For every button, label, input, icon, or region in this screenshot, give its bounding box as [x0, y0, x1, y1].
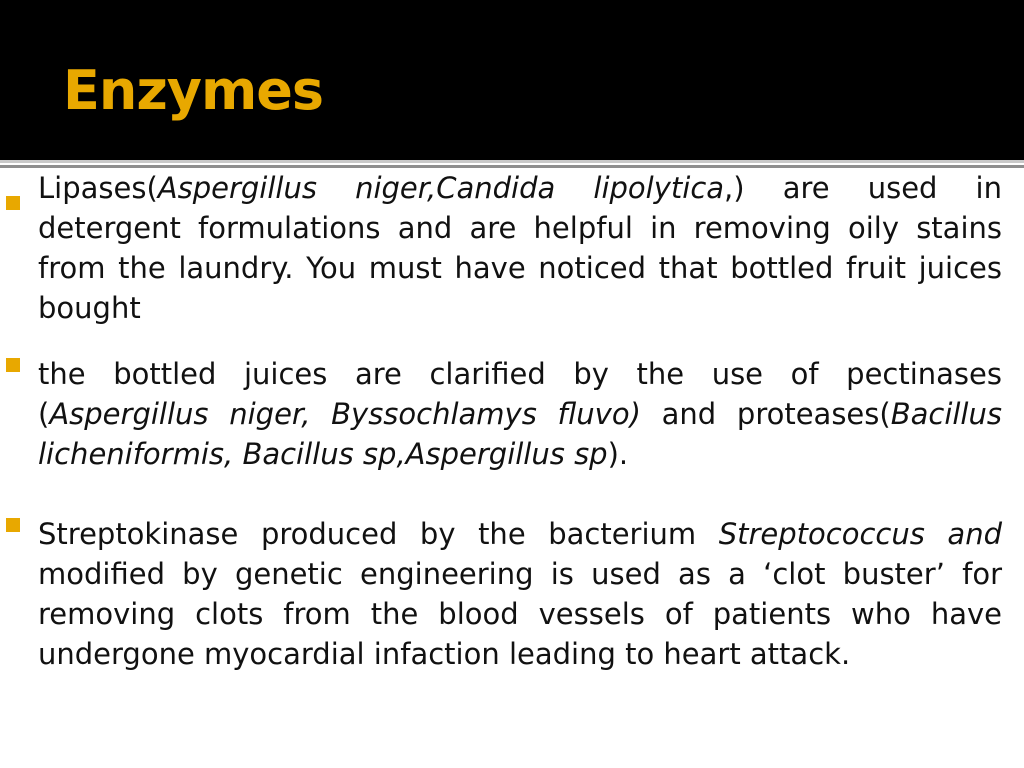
text-run: and proteases(: [640, 397, 891, 431]
text-run-italic: Streptococcus and: [718, 517, 1002, 551]
bullet-item-streptokinase: [38, 514, 1002, 674]
text-run-italic: Bacillus licheniformis, Bacillus sp,Aspergillus sp: [38, 397, 1002, 471]
text-run: modified by genetic engineering is used as a ‘clot buster’ for removing clots from the blood vessels of patients who have undergone myocardial infaction leading to heart attack.: [38, 557, 1002, 671]
slide-title: Enzymes: [63, 59, 323, 122]
text-run-italic: Aspergillus niger, Byssochlamys fluvo): [49, 397, 641, 431]
text-run-italic: Aspergillus niger,Candida lipolytica: [157, 171, 725, 205]
text-run: the bottled juices are clarified by the use of pectinases (: [38, 357, 1002, 431]
bullet-item-lipases: [38, 168, 1002, 328]
square-bullet-icon: [6, 196, 20, 210]
square-bullet-icon: [6, 518, 20, 532]
title-bar: [0, 0, 1024, 160]
text-run: ,) are used in detergent formulations and are helpful in removing oily stains from the laundry. You must have noticed that bottled fruit juices bought: [38, 171, 1002, 325]
square-bullet-icon: [6, 358, 20, 372]
text-run: ).: [607, 437, 629, 471]
bullet-item-pectinases: [38, 354, 1002, 474]
text-run: Lipases(: [38, 171, 158, 205]
text-run: Streptokinase produced by the bacterium: [38, 517, 719, 551]
